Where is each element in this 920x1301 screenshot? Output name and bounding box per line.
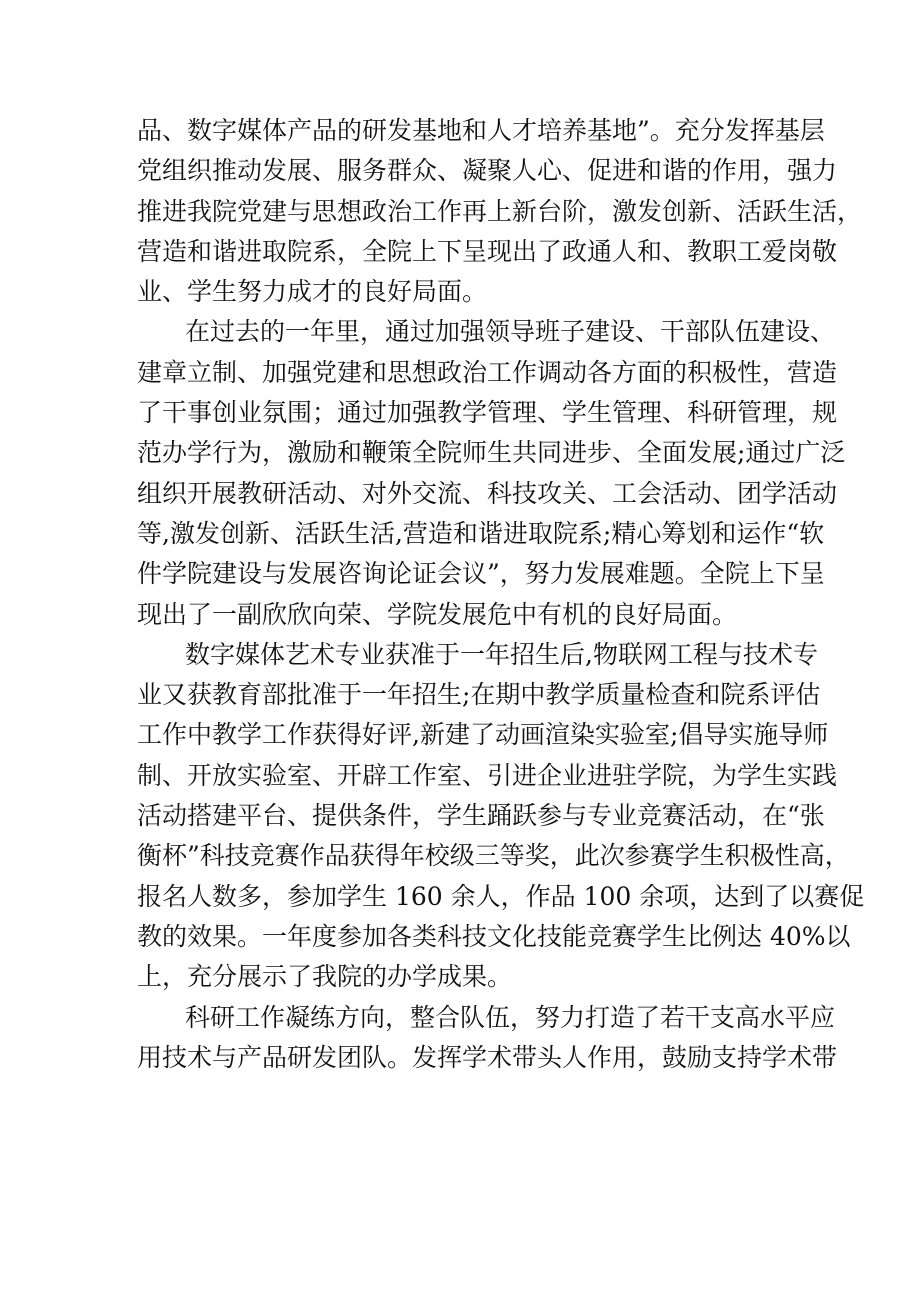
text-line: 工作中教学工作获得好评,新建了动画渲染实验室;倡导实施导师 (137, 720, 829, 750)
paragraph-1 (137, 111, 863, 312)
text-line: 现出了一副欣欣向荣、学院发展危中有机的良好局面。 (137, 599, 738, 629)
paragraph-4 (137, 998, 838, 1079)
paragraph-3 (137, 635, 865, 998)
text-line: 科研工作凝练方向，整合队伍，努力打造了若干支高水平应 (185, 1002, 836, 1032)
text-line: 用技术与产品研发团队。发挥学术带头人作用，鼓励支持学术带 (137, 1042, 838, 1072)
text-line: 了干事创业氛围；通过加强教学管理、学生管理、科研管理，规 (137, 398, 838, 428)
document-body (137, 111, 865, 1078)
text-line: 在过去的一年里，通过加强领导班子建设、干部队伍建设、 (185, 317, 836, 347)
text-line: 报名人数多，参加学生 160 余人，作品 100 余项，达到了以赛促 (137, 881, 865, 911)
text-line: 数字媒体艺术专业获准于一年招生后,物联网工程与技术专 (185, 639, 818, 669)
text-line: 教的效果。一年度参加各类科技文化技能竞赛学生比例达 40%以 (137, 921, 851, 951)
text-line: 制、开放实验室、开辟工作室、引进企业进驻学院，为学生实践 (137, 760, 838, 790)
text-line: 等,激发创新、活跃生活,营造和谐进取院系;精心筹划和运作“软 (137, 518, 825, 548)
text-line: 上，充分展示了我院的办学成果。 (137, 962, 513, 992)
text-line: 业、学生努力成才的良好局面。 (137, 277, 488, 307)
text-line: 活动搭建平台、提供条件，学生踊跃参与专业竞赛活动，在“张 (137, 801, 825, 831)
text-line: 建章立制、加强党建和思想政治工作调动各方面的积极性，营造 (137, 357, 838, 387)
text-line: 推进我院党建与思想政治工作再上新台阶，激发创新、活跃生活， (137, 196, 863, 226)
paragraph-2 (137, 312, 846, 634)
text-line: 业又获教育部批准于一年招生;在期中教学质量检查和院系评估 (137, 680, 821, 710)
text-line: 品、数字媒体产品的研发基地和人才培养基地”。充分发挥基层 (137, 116, 825, 145)
text-line: 党组织推动发展、服务群众、凝聚人心、促进和谐的作用，强力 (137, 156, 838, 186)
text-line: 营造和谐进取院系，全院上下呈现出了政通人和、教职工爱岗敬 (137, 236, 838, 266)
text-line: 件学院建设与发展咨询论证会议”，努力发展难题。全院上下呈 (137, 559, 825, 589)
text-line: 范办学行为，激励和鞭策全院师生共同进步、全面发展;通过广泛 (137, 438, 846, 468)
text-line: 衡杯”科技竞赛作品获得年校级三等奖，此次参赛学生积极性高， (137, 841, 850, 871)
text-line: 组织开展教研活动、对外交流、科技攻关、工会活动、团学活动 (137, 478, 838, 508)
